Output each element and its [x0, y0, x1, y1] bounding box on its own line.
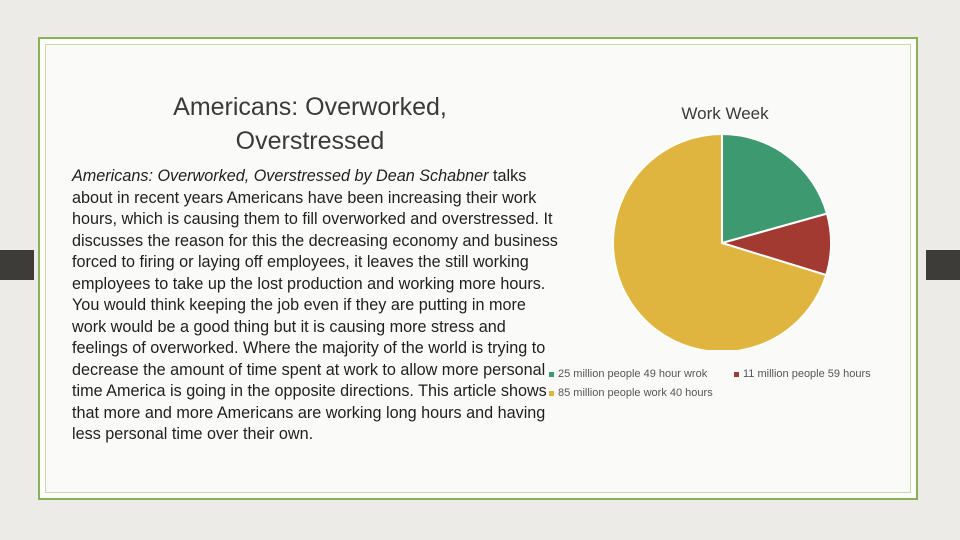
legend-item-0	[549, 368, 707, 380]
legend-label-0: 25 million people 49 hour wrok	[558, 368, 708, 380]
legend-item-1	[734, 368, 871, 380]
chart-title: Work Week	[681, 104, 769, 123]
slide-title: Americans: Overworked, Overstressed	[173, 93, 447, 155]
left-edge-tab	[0, 250, 34, 280]
legend-item-2	[549, 387, 713, 399]
article-reference: Americans: Overworked, Overstressed by Dean Schabner	[72, 167, 489, 185]
legend-swatch-0	[549, 372, 554, 377]
body-paragraph: talks about in recent years Americans have been increasing their work hours, which is causing them to fill overworked and overstressed. It discusses the reason for this the decreasing economy and business forced to firing or laying off employees, it leaves the still working employees to take up the lost production and working more hours. You would think keeping the job even if they are putting in more work would be a good thing but it is causing more stress and feelings of overworked. Where the majority of the world is trying to decrease the amount of time spent at work to allow more personal time America is going in the opposite directions. This article shows that more and more Americans are working long hours and having less personal time over their own.	[72, 167, 558, 443]
legend-swatch-2	[549, 391, 554, 396]
legend-label-1: 11 million people 59 hours	[743, 368, 871, 380]
right-edge-tab	[926, 250, 960, 280]
body-text	[72, 166, 562, 446]
pie-chart	[600, 125, 850, 350]
legend-label-2: 85 million people work 40 hours	[558, 387, 713, 399]
legend-swatch-1	[734, 372, 739, 377]
